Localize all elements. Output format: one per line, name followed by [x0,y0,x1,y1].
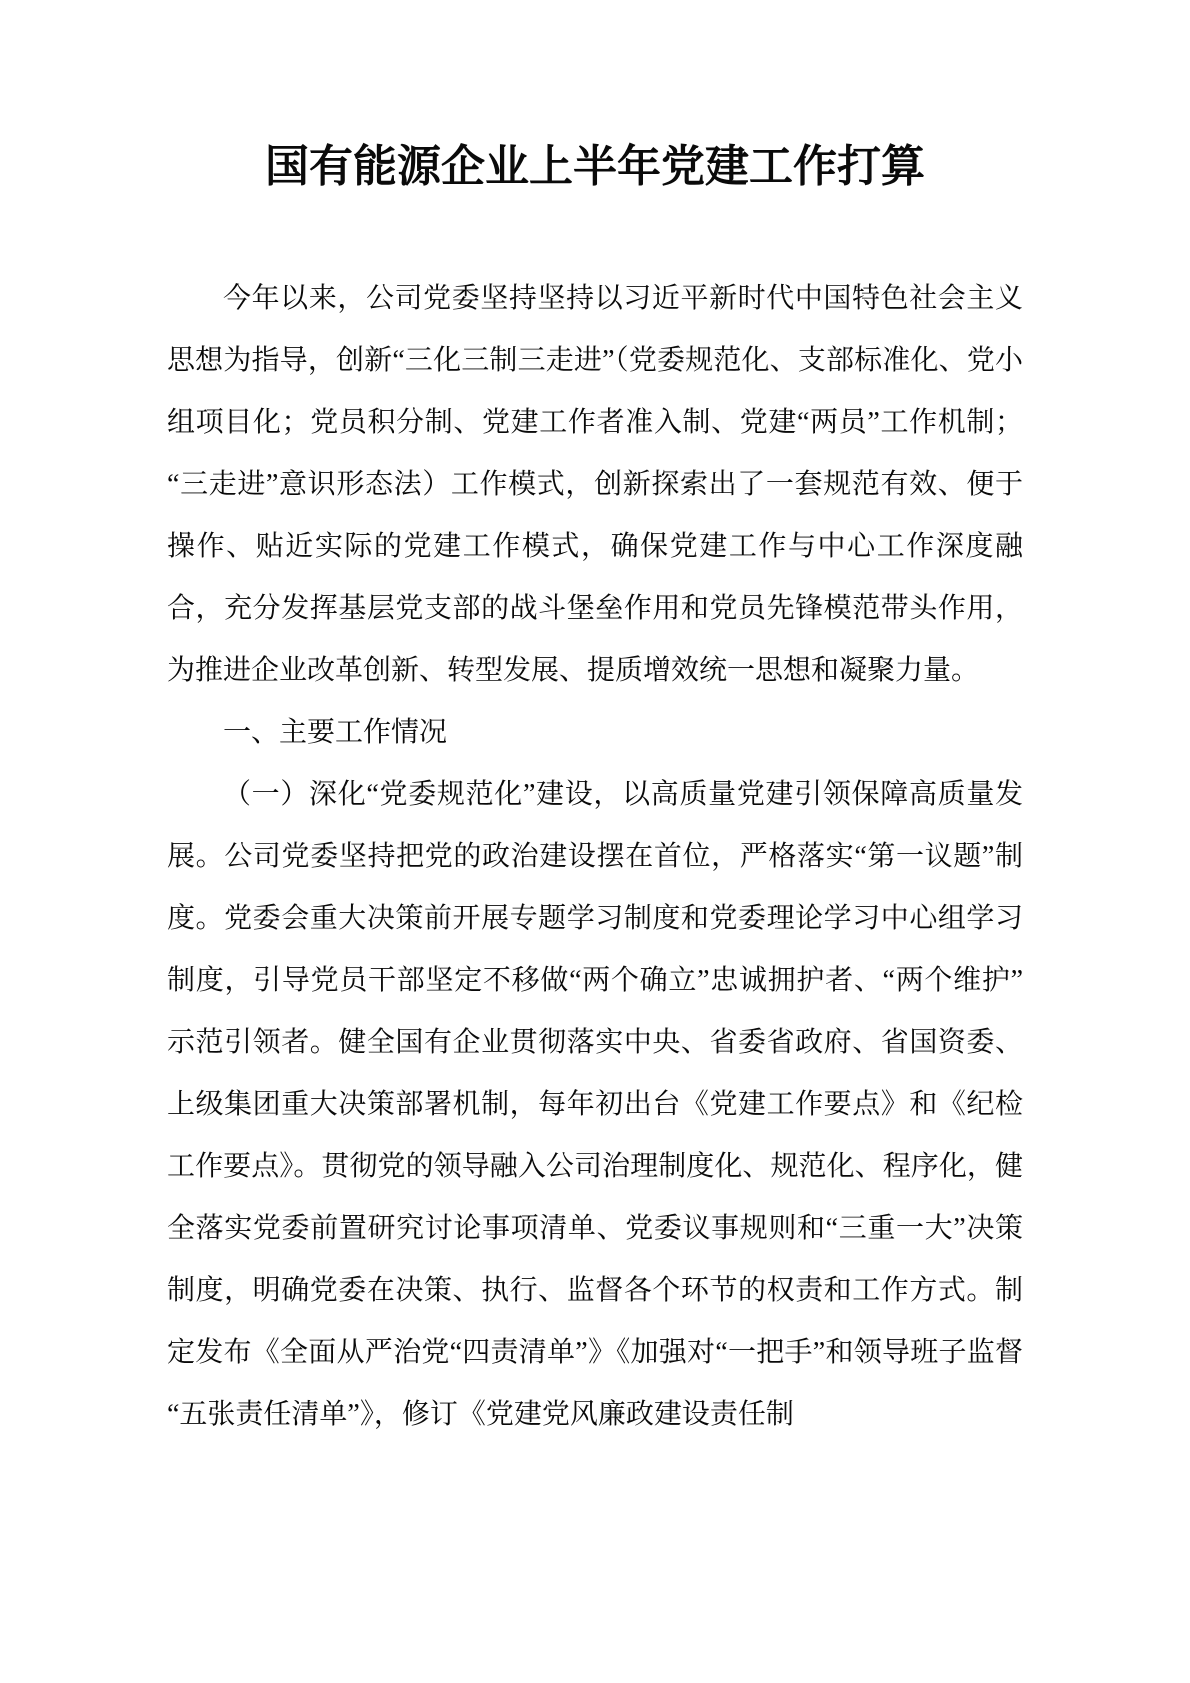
paragraph-intro: 今年以来，公司党委坚持坚持以习近平新时代中国特色社会主义思想为指导，创新“三化三制三走进”（党委规范化、支部标准化、党小组项目化；党员积分制、党建工作者准入制、党建“两员”工作机制；“三走进”意识形态法）工作模式，创新探索出了一套规范有效、便于操作、贴近实际的党建工作模式，确保党建工作与中心工作深度融合，充分发挥基层党支部的战斗堡垒作用和党员先锋模范带头作用，为推进企业改革创新、转型发展、提质增效统一思想和凝聚力量。 [167,283,1023,686]
section-heading-main-work: 一、主要工作情况 [223,717,448,748]
document-title: 国有能源企业上半年党建工作打算 [265,142,925,191]
paragraph-section-one: （一）深化“党委规范化”建设，以高质量党建引领保障高质量发展。公司党委坚持把党的政治建设摆在首位，严格落实“第一议题”制度。党委会重大决策前开展专题学习制度和党委理论学习中心组学习制度，引导党员干部坚定不移做“两个确立”忠诚拥护者、“两个维护”示范引领者。健全国有企业贯彻落实中央、省委省政府、省国资委、上级集团重大决策部署机制，每年初出台《党建工作要点》和《纪检工作要点》。贯彻党的领导融入公司治理制度化、规范化、程序化，健全落实党委前置研究讨论事项清单、党委议事规则和“三重一大”决策制度，明确党委在决策、执行、监督各个环节的权责和工作方式。制定发布《全面从严治党“四责清单”》《加强对“一把手”和领导班子监督“五张责任清单”》，修订《党建党风廉政建设责任制 [167,779,1023,1430]
